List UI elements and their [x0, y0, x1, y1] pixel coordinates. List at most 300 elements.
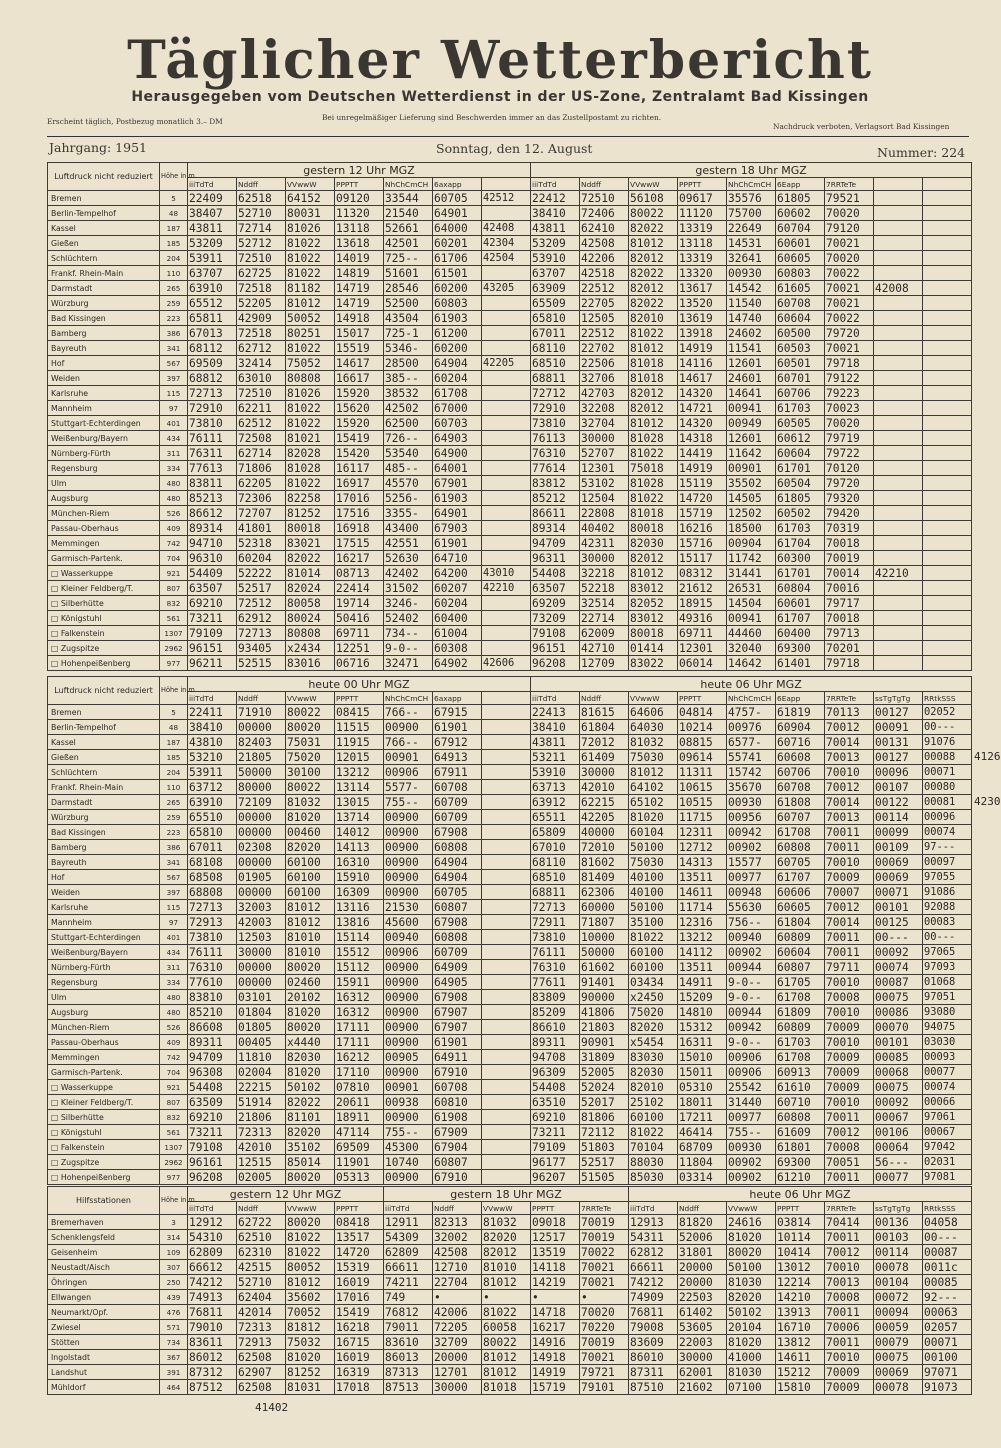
data-cell: 81026 — [286, 221, 335, 236]
data-cell: 70014 — [825, 566, 874, 581]
data-cell: 45300 — [384, 1140, 433, 1155]
data-cell: 00900 — [384, 855, 433, 870]
data-cell: 61809 — [776, 1005, 825, 1020]
data-cell: 09617 — [678, 191, 727, 206]
data-cell — [482, 611, 531, 626]
data-cell: 64904 — [433, 870, 482, 885]
data-cell: 60606 — [776, 885, 825, 900]
data-cell: 16715 — [335, 1335, 384, 1350]
data-cell: 72112 — [580, 1125, 629, 1140]
data-cell: 00900 — [384, 870, 433, 885]
data-cell: 65811 — [188, 311, 237, 326]
data-cell: 03030 — [923, 1035, 972, 1050]
data-cell: 42508 — [580, 236, 629, 251]
station-height: 187 — [160, 735, 188, 750]
data-cell — [482, 476, 531, 491]
data-cell: 00942 — [727, 1020, 776, 1035]
data-cell: 00901 — [384, 1080, 433, 1095]
data-cell: 77613 — [188, 461, 237, 476]
data-cell: 81012 — [482, 1350, 531, 1365]
data-cell — [482, 840, 531, 855]
data-cell: 38532 — [384, 386, 433, 401]
data-cell: 70010 — [825, 975, 874, 990]
data-cell: 38407 — [188, 206, 237, 221]
data-cell: 70012 — [825, 1125, 874, 1140]
data-cell: 60605 — [776, 251, 825, 266]
data-cell — [482, 416, 531, 431]
data-cell — [482, 900, 531, 915]
station-name: Passau-Oberhaus — [48, 1035, 160, 1050]
data-cell — [482, 521, 531, 536]
data-cell: 30000 — [580, 431, 629, 446]
data-cell — [874, 461, 923, 476]
data-cell: 60809 — [776, 930, 825, 945]
data-cell: 81012 — [286, 900, 335, 915]
copyright-note: Nachdruck verboten, Verlagsort Bad Kissingen — [773, 122, 950, 131]
data-cell: 00069 — [874, 870, 923, 885]
data-cell: 72714 — [237, 221, 286, 236]
data-cell: 61706 — [433, 251, 482, 266]
data-cell — [923, 566, 972, 581]
data-cell: 12601 — [727, 356, 776, 371]
data-cell: 54311 — [629, 1230, 678, 1245]
data-cell: 60604 — [776, 446, 825, 461]
data-cell: 61409 — [580, 750, 629, 765]
table-row — [48, 720, 972, 735]
station-height: 314 — [160, 1230, 188, 1245]
station-height: 97 — [160, 915, 188, 930]
data-cell: 53910 — [531, 765, 580, 780]
data-cell: 00068 — [874, 1065, 923, 1080]
data-cell: 67000 — [433, 401, 482, 416]
data-cell — [923, 341, 972, 356]
data-cell: 16117 — [335, 461, 384, 476]
data-cell: 12504 — [580, 491, 629, 506]
sub-header-cell: 6axapp — [433, 178, 482, 191]
data-cell: 10414 — [776, 1245, 825, 1260]
data-cell: 72913 — [237, 1335, 286, 1350]
data-cell: 14721 — [678, 401, 727, 416]
data-cell — [482, 915, 531, 930]
station-name: Augsburg — [48, 1005, 160, 1020]
data-cell: 22413 — [531, 705, 580, 720]
data-cell: 62809 — [188, 1245, 237, 1260]
data-cell: 61805 — [776, 491, 825, 506]
data-cell: 80052 — [286, 1260, 335, 1275]
data-cell: 38410 — [188, 720, 237, 735]
data-cell: 60913 — [776, 1065, 825, 1080]
data-cell — [923, 551, 972, 566]
data-cell — [482, 1080, 531, 1095]
data-cell: 16217 — [335, 551, 384, 566]
data-cell: 14313 — [678, 855, 727, 870]
data-cell — [482, 1005, 531, 1020]
data-cell: 55630 — [727, 900, 776, 915]
data-cell: 64905 — [433, 975, 482, 990]
data-cell: 00087 — [874, 975, 923, 990]
data-cell: 12316 — [678, 915, 727, 930]
data-cell: 60804 — [776, 581, 825, 596]
table-row — [48, 401, 972, 416]
data-cell: 53911 — [188, 251, 237, 266]
data-cell: 13519 — [531, 1245, 580, 1260]
data-cell: 02057 — [923, 1320, 972, 1335]
data-cell: 61609 — [776, 1125, 825, 1140]
data-cell: 60104 — [629, 825, 678, 840]
station-name: Schlüchtern — [48, 251, 160, 266]
data-cell: 15212 — [776, 1365, 825, 1380]
data-cell: 13319 — [678, 251, 727, 266]
data-cell: 60100 — [286, 870, 335, 885]
data-cell: 16309 — [335, 885, 384, 900]
issue-number: Nummer: 224 — [877, 145, 966, 160]
data-cell: 80020 — [727, 1245, 776, 1260]
data-cell: 70113 — [825, 705, 874, 720]
data-cell: 69210 — [188, 596, 237, 611]
column-header-station: Luftdruck nicht reduziert — [48, 677, 160, 705]
table-row — [48, 506, 972, 521]
data-cell: 70019 — [825, 551, 874, 566]
data-cell: 17111 — [335, 1035, 384, 1050]
data-cell: 67911 — [433, 765, 482, 780]
data-cell: 60703 — [433, 416, 482, 431]
data-cell: 81022 — [286, 251, 335, 266]
data-cell: 22512 — [580, 326, 629, 341]
table-row — [48, 656, 972, 671]
data-cell: 79109 — [188, 626, 237, 641]
data-cell: 70010 — [825, 765, 874, 780]
sub-header-cell: VVwwW — [286, 1202, 335, 1215]
data-cell — [923, 266, 972, 281]
data-cell: 61701 — [776, 461, 825, 476]
data-cell: 43811 — [531, 221, 580, 236]
data-cell: 15519 — [335, 341, 384, 356]
data-cell — [874, 416, 923, 431]
data-cell: 9-0-- — [384, 641, 433, 656]
data-cell — [874, 431, 923, 446]
data-cell: 67011 — [188, 840, 237, 855]
station-height: 223 — [160, 311, 188, 326]
data-cell: 86010 — [629, 1350, 678, 1365]
data-cell: 14318 — [678, 431, 727, 446]
data-cell: 00074 — [874, 960, 923, 975]
data-cell — [874, 251, 923, 266]
data-cell: 60808 — [433, 840, 482, 855]
data-cell: 22414 — [335, 581, 384, 596]
station-height: 476 — [160, 1305, 188, 1320]
subscription-note: Erscheint täglich, Postbezug monatlich 3.– DM — [47, 117, 223, 126]
station-height: 2962 — [160, 641, 188, 656]
data-cell: 12505 — [580, 311, 629, 326]
station-name: Öhringen — [48, 1275, 160, 1290]
data-cell — [923, 446, 972, 461]
station-name: Darmstadt — [48, 795, 160, 810]
table-row — [48, 641, 972, 656]
data-cell: 75030 — [629, 750, 678, 765]
data-cell: 96161 — [188, 1155, 237, 1170]
data-cell: 63010 — [237, 371, 286, 386]
footer-number: 41402 — [255, 1401, 289, 1414]
data-cell: 42502 — [384, 401, 433, 416]
table-row — [48, 296, 972, 311]
data-cell: 11540 — [727, 296, 776, 311]
data-cell: 80020 — [286, 720, 335, 735]
data-cell: 81012 — [482, 1275, 531, 1290]
data-cell — [874, 371, 923, 386]
data-cell: 17016 — [335, 1290, 384, 1305]
data-cell: 80018 — [629, 626, 678, 641]
data-cell: 60716 — [776, 735, 825, 750]
data-cell: 00977 — [727, 1110, 776, 1125]
data-cell: 42606 — [482, 656, 531, 671]
issue-date: Sonntag, den 12. August — [436, 141, 593, 156]
data-cell: 16311 — [678, 1035, 727, 1050]
data-cell — [482, 296, 531, 311]
data-cell: 87312 — [188, 1365, 237, 1380]
data-cell — [482, 705, 531, 720]
data-cell: 55741 — [727, 750, 776, 765]
data-cell: 76310 — [188, 960, 237, 975]
data-cell: 28500 — [384, 356, 433, 371]
data-cell: 53102 — [580, 476, 629, 491]
data-cell: 67011 — [531, 326, 580, 341]
station-height: 704 — [160, 551, 188, 566]
data-cell: 67901 — [433, 476, 482, 491]
data-cell: 70010 — [825, 1005, 874, 1020]
data-cell: 87313 — [384, 1365, 433, 1380]
table-row — [48, 780, 972, 795]
data-cell: 00085 — [923, 1275, 972, 1290]
data-cell: 70021 — [580, 1260, 629, 1275]
data-cell: 81022 — [286, 1245, 335, 1260]
data-cell: 07100 — [727, 1380, 776, 1395]
data-cell: 53605 — [678, 1320, 727, 1335]
data-cell: 00075 — [874, 1080, 923, 1095]
data-cell: 83811 — [188, 476, 237, 491]
data-cell: 00136 — [874, 1215, 923, 1230]
data-cell: 66612 — [188, 1260, 237, 1275]
sub-header-cell: iiiTdTd — [188, 692, 237, 705]
data-cell: 00900 — [384, 1065, 433, 1080]
table-night-observations — [47, 676, 972, 1185]
sub-header-cell: PPPTT — [335, 178, 384, 191]
data-cell: 97051 — [923, 990, 972, 1005]
data-cell: 62009 — [580, 626, 629, 641]
data-cell: 63912 — [531, 795, 580, 810]
data-cell: 82022 — [629, 266, 678, 281]
station-height: 204 — [160, 765, 188, 780]
data-cell: 15742 — [727, 765, 776, 780]
data-cell: 00072 — [874, 1290, 923, 1305]
data-cell: 16019 — [335, 1350, 384, 1365]
data-cell: 83030 — [629, 1050, 678, 1065]
data-cell: 96309 — [531, 1065, 580, 1080]
data-cell: 13118 — [678, 236, 727, 251]
data-cell: 70009 — [825, 1080, 874, 1095]
data-cell: 31440 — [727, 1095, 776, 1110]
data-cell — [874, 506, 923, 521]
table-row — [48, 521, 972, 536]
data-cell: 82012 — [629, 401, 678, 416]
data-cell: 00064 — [874, 1140, 923, 1155]
data-cell — [923, 626, 972, 641]
data-cell — [482, 626, 531, 641]
data-cell — [482, 446, 531, 461]
data-cell: 77614 — [531, 461, 580, 476]
data-cell: 82012 — [629, 251, 678, 266]
data-cell — [874, 536, 923, 551]
data-cell: 79010 — [188, 1320, 237, 1335]
data-cell: 61708 — [433, 386, 482, 401]
data-cell: 71910 — [237, 705, 286, 720]
table-row — [48, 386, 972, 401]
data-cell: 00900 — [384, 1035, 433, 1050]
data-cell: 60602 — [776, 206, 825, 221]
station-name: Neustadt/Aisch — [48, 1260, 160, 1275]
data-cell: 755-- — [384, 1125, 433, 1140]
data-cell: 61804 — [580, 720, 629, 735]
data-cell: 64911 — [433, 1050, 482, 1065]
margin-note: 4230 — [974, 795, 1001, 808]
data-cell: 81032 — [286, 795, 335, 810]
sub-header-cell: iiiTdTd — [531, 178, 580, 191]
table-row — [48, 566, 972, 581]
data-cell: 50052 — [286, 311, 335, 326]
data-cell: 00949 — [727, 416, 776, 431]
data-cell: 14740 — [727, 311, 776, 326]
data-cell — [874, 191, 923, 206]
data-cell: 79711 — [825, 960, 874, 975]
data-cell: 20000 — [678, 1275, 727, 1290]
sub-header-cell: Nddff — [580, 178, 629, 191]
data-cell — [482, 1155, 531, 1170]
data-cell: 00948 — [727, 885, 776, 900]
data-cell: 76111 — [188, 431, 237, 446]
data-cell: 14617 — [678, 371, 727, 386]
data-cell: 766-- — [384, 735, 433, 750]
data-cell — [874, 236, 923, 251]
data-cell: 08418 — [335, 1215, 384, 1230]
station-height: 742 — [160, 536, 188, 551]
table-row — [48, 611, 972, 626]
data-cell: 50100 — [629, 900, 678, 915]
data-cell: 61605 — [776, 281, 825, 296]
data-cell — [923, 326, 972, 341]
sub-header-cell — [923, 178, 972, 191]
data-cell: 16312 — [335, 1005, 384, 1020]
data-cell: 60505 — [776, 416, 825, 431]
data-cell: 74212 — [188, 1275, 237, 1290]
data-cell: 00905 — [384, 1050, 433, 1065]
data-cell: 00092 — [874, 945, 923, 960]
data-cell: 13812 — [776, 1335, 825, 1350]
data-cell — [482, 1065, 531, 1080]
station-height: 742 — [160, 1050, 188, 1065]
data-cell: 82403 — [237, 735, 286, 750]
data-cell: 42909 — [237, 311, 286, 326]
data-cell: 63707 — [531, 266, 580, 281]
sub-header-cell: 7RRTeTe — [580, 1202, 629, 1215]
station-name: Bamberg — [48, 326, 160, 341]
data-cell: 63909 — [531, 281, 580, 296]
data-cell: 15010 — [678, 1050, 727, 1065]
data-cell: 00906 — [727, 1065, 776, 1080]
data-cell: 16216 — [678, 521, 727, 536]
station-height: 409 — [160, 1035, 188, 1050]
data-cell: 88030 — [629, 1155, 678, 1170]
data-cell: 13511 — [678, 870, 727, 885]
station-name: Memmingen — [48, 536, 160, 551]
data-cell — [482, 750, 531, 765]
data-cell — [482, 206, 531, 221]
table-row — [48, 1290, 972, 1305]
data-cell: 66611 — [384, 1260, 433, 1275]
data-cell: 82030 — [629, 1065, 678, 1080]
data-cell: 14542 — [727, 281, 776, 296]
data-cell: 13618 — [335, 236, 384, 251]
data-cell: 75018 — [629, 461, 678, 476]
data-cell: • — [433, 1290, 482, 1305]
data-cell: 00000 — [237, 960, 286, 975]
data-cell — [923, 221, 972, 236]
data-cell: 24601 — [727, 371, 776, 386]
data-cell: 51803 — [580, 1140, 629, 1155]
data-cell: 67904 — [433, 1140, 482, 1155]
data-cell: 60705 — [433, 885, 482, 900]
data-cell: 82052 — [629, 596, 678, 611]
data-cell: 96177 — [531, 1155, 580, 1170]
station-height: 115 — [160, 900, 188, 915]
data-cell: 60704 — [776, 221, 825, 236]
data-cell — [482, 765, 531, 780]
station-name: Mannheim — [48, 401, 160, 416]
data-cell — [874, 611, 923, 626]
data-cell: 61705 — [776, 975, 825, 990]
data-cell — [482, 371, 531, 386]
data-cell: 80022 — [482, 1335, 531, 1350]
data-cell: • — [482, 1290, 531, 1305]
data-cell: 12712 — [678, 840, 727, 855]
table-row — [48, 1380, 972, 1395]
data-cell: 14718 — [531, 1305, 580, 1320]
data-cell: 74913 — [188, 1290, 237, 1305]
data-cell: 47114 — [335, 1125, 384, 1140]
data-cell: 28546 — [384, 281, 433, 296]
data-cell — [923, 236, 972, 251]
data-cell: 96211 — [188, 656, 237, 671]
data-cell: 15011 — [678, 1065, 727, 1080]
data-cell: 94709 — [531, 536, 580, 551]
table-row — [48, 1080, 972, 1095]
data-cell: x2434 — [286, 641, 335, 656]
data-cell: 79521 — [825, 191, 874, 206]
data-cell: 51914 — [237, 1095, 286, 1110]
station-name: Bayreuth — [48, 341, 160, 356]
data-cell: 72910 — [531, 401, 580, 416]
station-name: Bremen — [48, 191, 160, 206]
station-name: Darmstadt — [48, 281, 160, 296]
data-cell: 80020 — [286, 1020, 335, 1035]
data-cell: 03314 — [678, 1170, 727, 1185]
data-cell: 12015 — [335, 750, 384, 765]
sub-header-cell: PPPTT — [776, 1202, 825, 1215]
data-cell: 00114 — [874, 810, 923, 825]
data-cell: 81028 — [629, 476, 678, 491]
data-cell — [482, 825, 531, 840]
data-cell: 72518 — [237, 326, 286, 341]
data-cell: 07810 — [335, 1080, 384, 1095]
station-height: 250 — [160, 1275, 188, 1290]
